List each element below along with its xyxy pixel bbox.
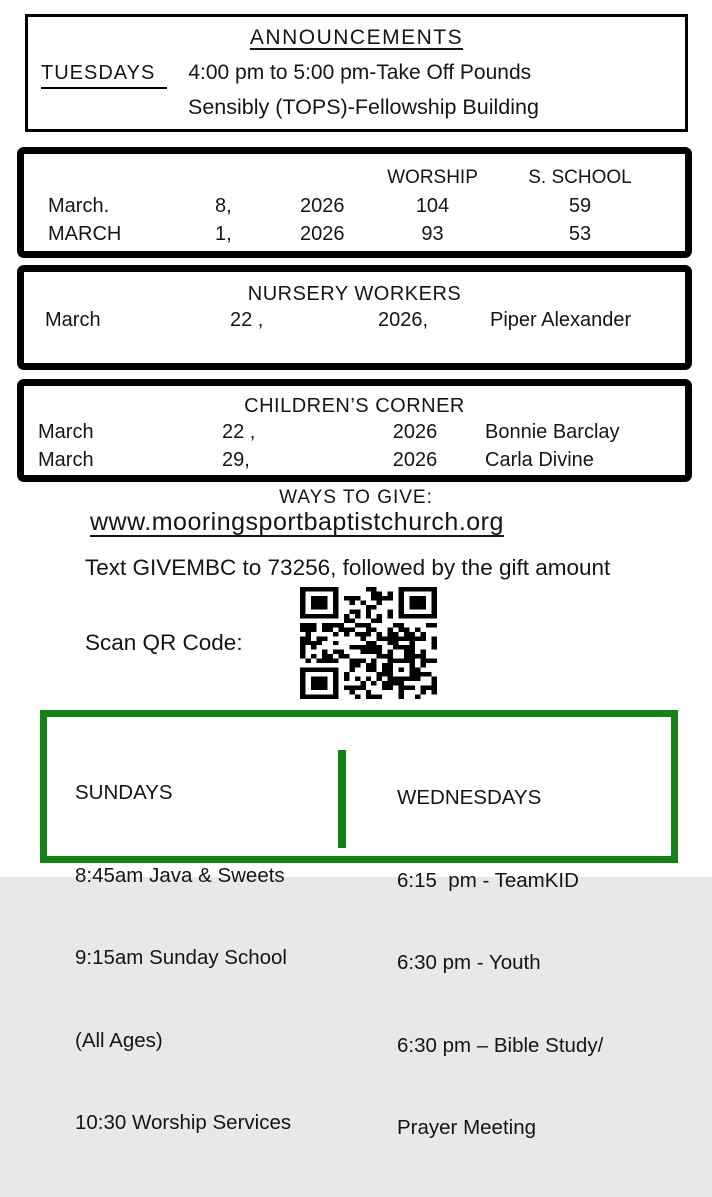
cell-day: 1, [215, 223, 232, 245]
cell-day: 8, [215, 195, 232, 217]
cell-year: 2026, [378, 309, 429, 331]
cell-day: 29, [222, 449, 250, 471]
schedule-item: 6:30 pm - Youth [397, 951, 541, 974]
schedule-item: 8:45am Java & Sweets [75, 863, 285, 887]
schedule-item: Prayer Meeting [397, 1116, 537, 1139]
nursery-workers-table [24, 306, 685, 334]
cell-worker-name: Carla Divine [485, 449, 594, 471]
childrens-corner-box [17, 379, 692, 482]
childrens-corner-table [24, 418, 685, 474]
schedule-item: (All Ages) [75, 1028, 163, 1052]
cell-year: 2026 [392, 421, 438, 443]
schedule-divider [338, 750, 346, 848]
qr-code-svg [300, 587, 437, 699]
sundays-title: SUNDAYS [75, 781, 173, 804]
weekly-schedule-box [40, 710, 678, 1139]
tuesdays-label: TUESDAYS [41, 62, 167, 89]
cell-month: March [38, 421, 94, 443]
cell-day: 22 , [222, 421, 256, 443]
cell-year: 2026 [392, 449, 438, 471]
announcements-title: ANNOUNCEMENTS [249, 26, 464, 49]
cell-sunday-school-count: 53 [568, 223, 592, 245]
qr-code-icon [300, 587, 437, 699]
cell-worship-count: 104 [415, 195, 450, 217]
cell-spacer [300, 164, 380, 192]
cell-month: March. [48, 195, 110, 217]
attendance-table [24, 164, 685, 248]
text-to-give-instruction: Text GIVEMBC to 73256, followed by the gift amount [85, 555, 611, 580]
cell-spacer [215, 164, 300, 192]
cell-month: March [45, 309, 101, 331]
schedule-item: 6:30 pm – Bible Study/ [397, 1033, 604, 1057]
sunday-school-column-header: S. SCHOOL [528, 167, 632, 188]
cell-month: March [38, 449, 94, 471]
schedule-item: 10:30 Worship Services [75, 1111, 292, 1134]
cell-day: 22 , [230, 309, 264, 331]
cell-month: MARCH [48, 223, 122, 245]
tops-schedule-row [28, 61, 685, 89]
worship-column-header: WORSHIP [387, 167, 478, 188]
tops-location-text: Sensibly (TOPS)-Fellowship Building [188, 95, 539, 119]
schedule-item: 6:15 pm - TeamKID [397, 868, 579, 892]
wednesdays-title: WEDNESDAYS [397, 786, 542, 809]
church-website-link: www.mooringsportbaptistchurch.org [90, 508, 504, 536]
tops-time-text: 4:00 pm to 5:00 pm-Take Off Pounds [188, 61, 532, 84]
cell-year: 2026 [300, 195, 345, 217]
cell-sunday-school-count: 59 [568, 195, 592, 217]
sundays-column [75, 724, 291, 1192]
schedule-item: 9:15am Sunday School [75, 946, 287, 969]
announcements-box [25, 14, 688, 132]
scan-qr-label: Scan QR Code: [85, 630, 243, 655]
wednesdays-column [397, 729, 603, 1197]
cell-worship-count: 93 [421, 223, 444, 245]
cell-worker-name: Bonnie Barclay [485, 421, 620, 443]
childrens-corner-title: CHILDREN’S CORNER [244, 395, 465, 417]
ways-to-give-title: WAYS TO GIVE: [279, 487, 433, 508]
cell-spacer [48, 164, 215, 192]
nursery-workers-title: NURSERY WORKERS [247, 283, 462, 305]
cell-worker-name: Piper Alexander [490, 309, 632, 331]
nursery-workers-box [17, 265, 692, 370]
attendance-box [17, 147, 692, 258]
cell-year: 2026 [300, 223, 345, 245]
